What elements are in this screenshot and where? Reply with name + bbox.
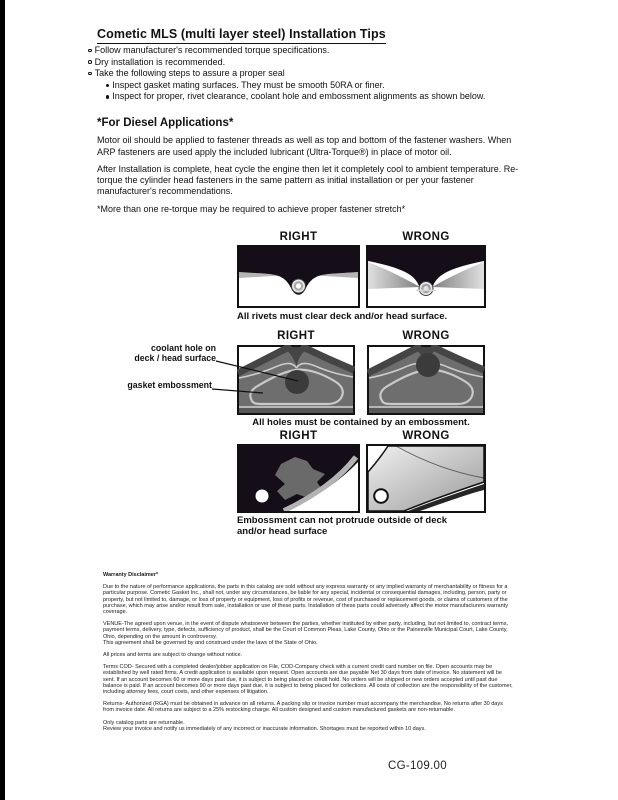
legal-section	[103, 572, 515, 738]
scan-edge-bar	[0, 0, 5, 800]
page-title: Cometic MLS (multi layer steel) Installation Tips	[97, 27, 386, 44]
row1-wrong-label: WRONG	[402, 231, 450, 243]
open-bullet-icon	[88, 60, 92, 64]
tip-item	[88, 68, 485, 80]
rivet-wrong-figure	[366, 245, 486, 308]
open-bullet-icon	[88, 72, 92, 76]
row3-right-label: RIGHT	[279, 430, 318, 442]
rivet-wrong-diagram	[366, 245, 486, 308]
diesel-heading: *For Diesel Applications*	[97, 117, 234, 129]
protrusion-wrong-figure	[366, 444, 486, 513]
legal-paragraph-7: Only catalog parts are returnable.	[103, 719, 185, 726]
legal-paragraph-2: VENUE-The agreed upon venue, in the event of dispute whatsoever between the parties, whether instituted by either party, including, but not limited to, contract terms, payment terms, delivery, type, defects, sufficiency of product, shall be the Court of Common Pleas, Lake County, Ohio or the Painesville Municipal Court, Lake County, Ohio, depending on the amount in controversy.	[103, 621, 508, 640]
legal-paragraph-1: Due to the nature of performance applications, the parts in this catalog are sold without any express warranty or any implied warranty of merchantability or fitness for a particular purpose. Cometic Gasket Inc., shall not, under any circumstances, be liable for any special, incidental or consequential damages, including, person, party or property, but not limited to, damage, or loss of property or equipment, loss of profits or revenue, cost of purchased or replacement goods, or claims of customers of the purchase, which may arise and/or result from sale, installation or use of these parts. Installation of these parts could adversely affect the motor manufacturers warranty coverage.	[103, 584, 508, 616]
tip-item	[88, 45, 485, 57]
row2-wrong-label: WRONG	[402, 330, 450, 342]
tip-text: Dry installation is recommended.	[94, 56, 226, 67]
tip-text: Follow manufacturer's recommended torque specifications.	[94, 45, 330, 55]
protrusion-right-figure	[237, 444, 360, 513]
row1-caption: All rivets must clear deck and/or head surface.	[237, 311, 448, 322]
embossment-wrong-diagram	[367, 345, 485, 415]
warranty-heading: Warranty Disclaimer*	[103, 572, 159, 578]
legal-paragraph-5: Terms COD- Secured with a completed dealer/jobber application on File, COD-Company check with a current credit card number on file. Open accounts may be established by well rated firms. A credit application is available upon request. Open accounts are due payable Net 30 days from date of invoice. No statement will be sent. If an account becomes 60 or more days past due, it is subject to being placed on credit hold. No orders will be shipped or new orders accepted until past due balance is paid. If an account becomes 90 or more days past due, it is subject to being placed for collections. All costs of collection are the responsibility of the customer, including attorney fees, court costs, and other expenses of litigation.	[103, 664, 513, 696]
sub-tip-item	[106, 91, 485, 103]
diesel-paragraph-1: Motor oil should be applied to fastener threads as well as top and bottom of the fastener washers. When ARP fasteners are used apply the included lubricant (Ultra-Torque®) in place of motor oil.	[97, 135, 512, 157]
tip-item	[88, 57, 485, 69]
rivet-right-diagram	[237, 245, 360, 308]
legal-paragraph-8: Review your invoice and notify us immediately of any incorrect or inaccurate information. Shortages must be reported within 10 days.	[103, 725, 426, 732]
protrusion-right-diagram	[237, 444, 360, 513]
row3-wrong-label: WRONG	[402, 430, 450, 442]
coolant-annotation-line2: deck / head surface	[134, 352, 216, 363]
row1-right-label: RIGHT	[279, 231, 318, 243]
doc-code: CG-109.00	[388, 760, 447, 772]
legal-paragraph-6: Returns- Authorized (RGA) must be obtained in advance on all returns. A packing slip or invoice number must accompany the merchandise. No returns after 30 days from invoice date. All returns are subject to a 25% restocking charge. All custom designed and custom manufactured gaskets are non-returnable.	[103, 701, 503, 714]
embossment-right-figure	[237, 345, 355, 415]
tip-text: Take the following steps to assure a proper seal	[94, 68, 285, 79]
rivet-right-figure	[237, 245, 360, 308]
diesel-section	[97, 118, 525, 221]
legal-paragraph-4: All prices and terms are subject to change without notice.	[103, 652, 243, 659]
row2-caption: All holes must be contained by an embossment.	[252, 417, 470, 428]
installation-tips-list	[88, 45, 485, 103]
row3-caption: Embossment can not protrude outside of deck and/or head surface	[237, 515, 448, 537]
sub-tip-text: Inspect for proper, rivet clearance, coolant hole and embossment alignments as shown below.	[112, 91, 486, 102]
gasket-embossment-annotation: gasket embossment	[127, 380, 212, 390]
filled-bullet-icon	[106, 95, 109, 98]
sub-tip-text: Inspect gasket mating surfaces. They must be smooth 50RA or finer.	[112, 79, 385, 90]
diesel-paragraph-2: After Installation is complete, heat cycle the engine then let it completely cool to ambient temperature. Re-torque the cylinder head fasteners in the same pattern as initial installation or per your fastener manufacturer's recommendations.	[97, 163, 519, 197]
embossment-right-diagram	[237, 345, 355, 415]
sub-tip-item	[106, 80, 485, 92]
filled-bullet-icon	[106, 84, 109, 87]
open-bullet-icon	[88, 49, 92, 53]
coolant-annotation-line1: coolant hole on	[151, 343, 216, 353]
diesel-paragraph-3: *More than one re-torque may be required to achieve proper fastener stretch*	[97, 203, 406, 214]
legal-paragraph-3: This agreement shall be governed by and construed under the laws of the State of Ohio.	[103, 639, 318, 646]
embossment-wrong-figure	[367, 345, 485, 415]
coolant-hole-annotation	[95, 344, 216, 364]
protrusion-wrong-diagram	[366, 444, 486, 513]
row2-right-label: RIGHT	[277, 330, 315, 342]
